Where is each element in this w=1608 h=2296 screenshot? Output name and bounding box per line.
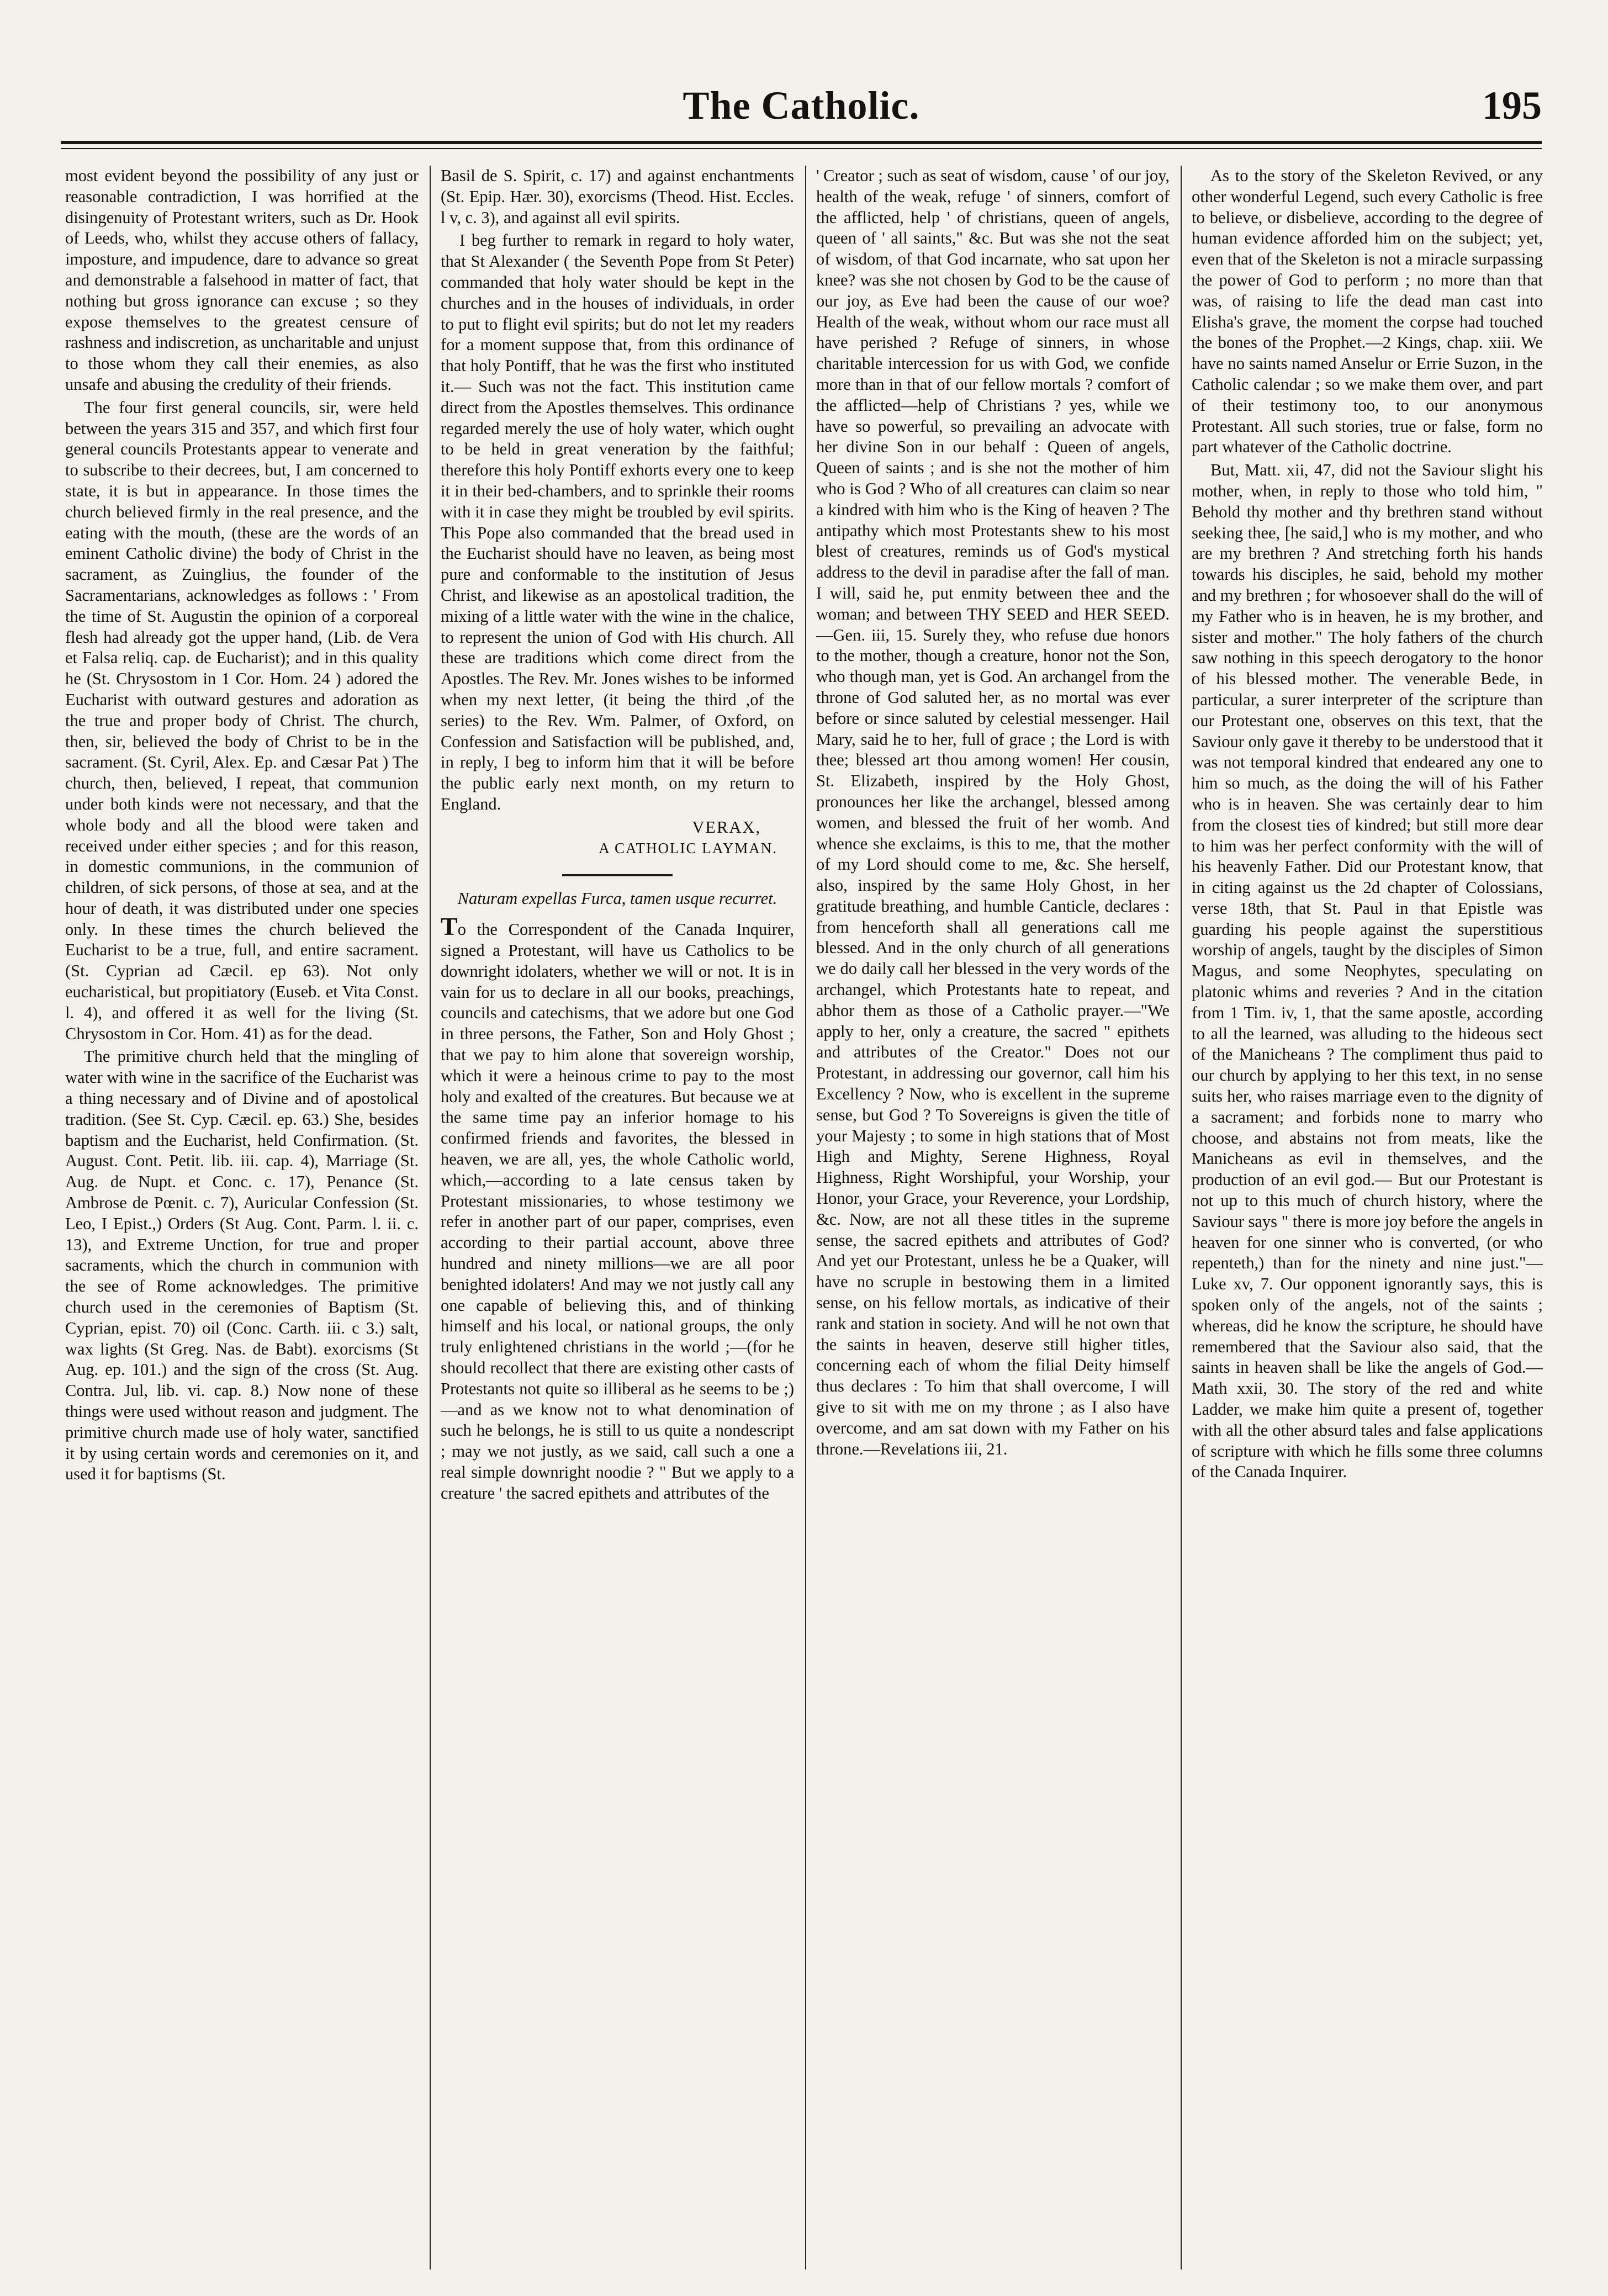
- epigraph: Naturam expellas Furca, tamen usque recurret.: [457, 889, 777, 908]
- paragraph: ' Creator ; such as seat of wisdom, cause ' of our joy, health of the weak, refuge ' of sinners, comfort of the afflicted, help ' of christians, queen of angels, queen of ' all saints," &c. But was she not the seat of wisdom, of that God incarnate, who sat upon her knee? was she not chosen by God to be the cause of our joy, as Eve had been the cause of our woe? Health of the weak, without whom our race must all have perished ? Refuge of sinners, in whose charitable intercession for us with God, we confide more than in that of our fellow mortals ? comfort of the afflicted—help of Christians ? yes, while we have so powerful, so prevailing an advocate with her divine Son in our behalf : Queen of angels, Queen of saints ; and is she not the mother of him who is God ? Who of all creatures can claim so near a kindred with him who is the King of heaven ? The antipathy which most Protestants shew to his most blest of creatures, reminds us of God's mystical address to the devil in paradise after the fall of man. I will, said he, put enmity between thee and the woman; and between THY SEED and HER SEED.—Gen. iii, 15. Surely they, who refuse due honors to the mother, though a creature, honor not the Son, who though man, yet is God. An archangel from the throne of God saluted her, as no mortal was ever before or since saluted by celestial messenger. Hail Mary, said he to her, full of grace ; the Lord is with thee; blessed art thou among women! Her cousin, St. Elizabeth, inspired by the Holy Ghost, pronounces her like the archangel, blessed among women, and blessed the fruit of her womb. And whence she exclaims, is this to me, that the mother of my Lord should come to me, &c. She herself, also, inspired by the same Holy Ghost, in her gratitude breathing, and humble Canticle, declares : from henceforth shall all generations call me blessed. And in the only church of all generations we do daily call her blessed in the very words of the archangel, which Protestants hate to repeat, and abhor them as those of a Catholic prayer.—"We apply to her, only a creature, the sacred " epithets and attributes of the Creator." Does not our Protestant, in addressing our governor, call him his Excellency ? Now, who is excellent in the supreme sense, but God ? To Sovereigns is given the title of your Majesty ; to some in high stations that of Most High and Mighty, Serene Highness, Royal Highness, Right Worshipful, your Worship, your Honor, your Grace, your Reverence, your Lordship, &c. Now, are not all these titles in the supreme sense, the sacred epithets and attributes of God? And yet our Protestant, unless he be a Quaker, will have no scruple in bestowing them in a limited sense, on his fellow mortals, as indicative of their rank and station in society. And will he not own that the saints in heaven, deserve still higher titles, concerning each of whom the filial Deity himself thus declares : To him that shall overcome, I will give to sit with me on my throne ; as I also have overcome, and am sat down with my Father on his throne.—Revelations iii, 21.: [816, 166, 1170, 1458]
- paragraph: most evident beyond the possibility of any just or reasonable contradiction, I was horrified at the disingenuity of Protestant writers, such as Dr. Hook of Leeds, who, whilst they accuse others of fallacy, imposture, and impudence, dare to advance so great and demonstrable a falsehood in matter of fact, that nothing but gross ignorance can excuse ; so they expose themselves to the greatest censure of rashness and indiscretion, as uncharitable and unjust to those whom they call their enemies, as also unsafe and abusing the credulity of their friends.: [65, 166, 419, 394]
- paragraph: [441, 912, 794, 1504]
- paragraph: The four first general councils, sir, were held between the years 315 and 357, and which first four general councils Protestants appear to venerate and to subscribe to their decrees, but, I am concerned to state, it is but in appearance. In those times the church believed firmly in the real presence, and the eating with the mouth, (these are the words of an eminent Catholic divine) the body of Christ in the sacrament, as Zuinglius, the founder of the Sacramentarians, acknowledges as follows : ' From the time of St. Augustin the opinion of a corporeal flesh had already got the upper hand, (Lib. de Vera et Falsa reliq. cap. de Eucharist); and in this quality he (St. Chrysostom in 1 Cor. Hom. 24 ) adored the Eucharist with outward gestures and adoration as the true and proper body of Christ. The church, then, sir, believed the body of Christ to be in the sacrament. (St. Cyril, Alex. Ep. and Cæsar Pat ) The church, then, believed, I repeat, that communion under both kinds were not necessary, and that the whole body and all the blood were taken and received under either species ; and for this reason, in domestic communions, in the communion of children, of sick persons, of those at sea, and at the hour of death, it was distributed under one species only. In these times the church believed the Eucharist to be a true, full, and entire sacrament. (St. Cyprian ad Cæcil. ep 63). Not only eucharistical, but propitiatory (Euseb. et Vita Const. l. 4), and offered it as well for the living (St. Chrysostom in Cor. Hom. 41) as for the dead.: [65, 398, 419, 1043]
- signature-title: A CATHOLIC LAYMAN.: [599, 839, 777, 856]
- column-3: [816, 166, 1170, 2269]
- paragraph: Basil de S. Spirit, c. 17) and against enchantments (St. Epip. Hær. 30), exorcisms (Theod. Hist. Eccles. l v, c. 3), and against all evil spirits.: [441, 166, 794, 227]
- page-number: 195: [1482, 83, 1542, 128]
- column-1: [65, 166, 419, 2269]
- page-title: The Catholic.: [683, 83, 920, 128]
- header-rule-thin: [61, 148, 1542, 149]
- drop-cap: T: [441, 912, 458, 941]
- paragraph: The primitive church held that the mingling of water with wine in the sacrifice of the Eucharist was a thing necessary and of Divine and of apostolical tradition. (See St. Cyp. Cæcil. ep. 63.) She, besides baptism and the Eucharist, held Confirmation. (St. August. Cont. Petit. lib. iii. cap. 4), Marriage (St. Aug. de Nupt. et Conc. c. 17), Penance (St. Ambrose de Pœnit. c. 7), Auricular Confession (St. Leo, I Epist.,) Orders (St Aug. Cont. Parm. l. ii. c. 13), and Extreme Unction, for true and proper sacraments, which the church in communion with the see of Rome acknowledges. The primitive church used in the ceremonies of Baptism (St. Cyprian, epist. 70) oil (Conc. Carth. iii. c 3.) salt, wax lights (St Greg. Nas. de Babt). exorcisms (St Aug. ep. 101.) and the sign of the cross (St. Aug. Contra. Jul, lib. vi. cap. 8.) Now none of these things were used without reason and judgment. The primitive church made use of holy water, sanctified it by using certain words and ceremonies on it, and used it for baptisms (St.: [65, 1047, 419, 1484]
- section-divider: [562, 874, 673, 876]
- article-columns: [65, 166, 1543, 2269]
- column-2: [441, 166, 794, 2269]
- paragraph: But, Matt. xii, 47, did not the Saviour slight his mother, when, in reply to those who told him, " Behold thy mother and thy brethren stand without seeking thee, [he said,] who is my mother, and who are my brethren ? And stretching forth his hands towards his disciples, he said, behold my mother and my brethren ; for whosoever shall do the will of my Father who is in heaven, he is my brother, and sister and mother." The holy fathers of the church saw nothing in this speech derogatory to the honor of his blessed mother. The venerable Bede, in particular, a surer interpreter of the scripture than our Protestant one, observes on this text, that the Saviour only gave it thereby to be understood that it was not temporal kindred that endeared any one to him so much, as the doing the will of his Father who is in heaven. She was certainly dear to him from the closest ties of kindred; but still more dear to him was her perfect conformity with the will of his heavenly Father. Did our Protestant know, that in citing against us the 2d chapter of Colossians, verse 18th, that St. Paul in that Epistle was guarding his people against the superstitious worship of angels, taught by the disciples of Simon Magus, and some Neophytes, speculating on platonic whims and reveries ? And in the citation from 1 Tim. iv, 1, that the same apostle, according to all the learned, was alluding to the hideous sect of the Manicheans ? The compliment thus paid to our church by applying to her this text, in no sense suits her, who raises marriage even to the dignity of a sacrament; and forbids none to marry who choose, and abstains not from meats, like the Manicheans as evil in themselves, and the production of an evil god.— But our Protestant is not up to this much of church history, where the Saviour says " there is more joy before the angels in heaven for one sinner who is converted, (or who repenteth,) than for the ninety and nine just."—Luke xv, 7. Our opponent ignorantly says, this is spoken only of the angels, not of the saints ; whereas, did he know the scripture, he should have remembered that the Saviour also said, that the saints in heaven shall be like the angels of God.—Math xxii, 30. The story of the red and white Ladder, we make him quite a present of, together with all the other absurd tales and false applications of scripture with which he fills some three columns of the Canada Inquirer.: [1192, 461, 1543, 1482]
- signature-name: VERAX,: [692, 817, 761, 837]
- paragraph-text: o the Correspondent of the Canada Inquirer, signed a Protestant, will have us Catholics to be downright idolaters, whether we will or not. It is in vain for us to declare in all our books, preachings, councils and catechisms, that we adore but one God in three persons, the Father, Son and Holy Ghost ; that we pay to him alone that sovereign worship, which it were a heinous crime to pay to the most holy and exalted of the creatures. But because we at the same time pay an inferior homage to his confirmed friends and favorites, the blessed in heaven, we are all, yes, the whole Catholic world, which,—according to a late census taken by Protestant missionaries, to whose testimony we refer in another part of our paper, comprises, even according to their partial account, above three hundred and ninety millions—we are all poor benighted idolaters! And may we not justly call any one capable of believing this, and of thinking himself and his local, or national groups, the only truly enlightened christians in the world ;—(for he should recollect that there are existing other casts of Protestants not quite so illiberal as he seems to be ;)—and as we know not to what denomination of such he belongs, he is still to us quite a nondescript ; may we not justly, as we said, call such a one a real simple downright noodie ? " But we apply to a creature ' the sacred epithets and attributes of the: [441, 920, 794, 1503]
- header-rule-thick: [61, 141, 1542, 144]
- paragraph: As to the story of the Skeleton Revived, or any other wonderful Legend, such every Catholic is free to believe, or disbelieve, according to the degree of human evidence afforded him on the subject; yet, even that of the Skeleton is not a miracle surpassing the power of God to perform ; no more than that was, of raising to life the dead man cast into Elisha's grave, the moment the corpse had touched the bones of the Prophet.—2 Kings, chap. xiii. We have no saints named Anselur or Errie Suzon, in the Catholic calendar ; so we make them over, and part of their testimony too, to our anonymous Protestant. All such stories, true or false, form no part whatever of the Catholic doctrine.: [1192, 166, 1543, 457]
- page-header: [61, 66, 1542, 144]
- column-4: [1192, 166, 1543, 2269]
- paragraph: I beg further to remark in regard to holy water, that St Alexander ( the Seventh Pope from St Peter) commanded that holy water should be kept in the churches and in the houses of individuals, in order to put to flight evil spirits; but do not let my readers for a moment suppose that, from this ordinance of that holy Pontiff, that he was the first who instituted it.— Such was not the fact. This institution came direct from the Apostles themselves. This ordinance regarded merely the use of holy water, which ought to be held in great veneration by the faithful; therefore this holy Pontiff exhorts every one to keep it in their bed-chambers, and to sprinkle their rooms with it in case they might be troubled by evil spirits. This Pope also commanded that the bread used in the Eucharist should have no leaven, as being most pure and conformable to the institution of Jesus Christ, and likewise as an apostolical tradition, the mixing of a little water with the wine in the chalice, to represent the union of God with His church. All these are traditions which come direct from the Apostles. The Rev. Mr. Jones wishes to be informed when my next letter, (it being the third ,of the series) to the Rev. Wm. Palmer, of Oxford, on Confession and Satisfaction will be published, and, in reply, I beg to inform him that it will be before the public early next month, on my return to England.: [441, 231, 794, 813]
